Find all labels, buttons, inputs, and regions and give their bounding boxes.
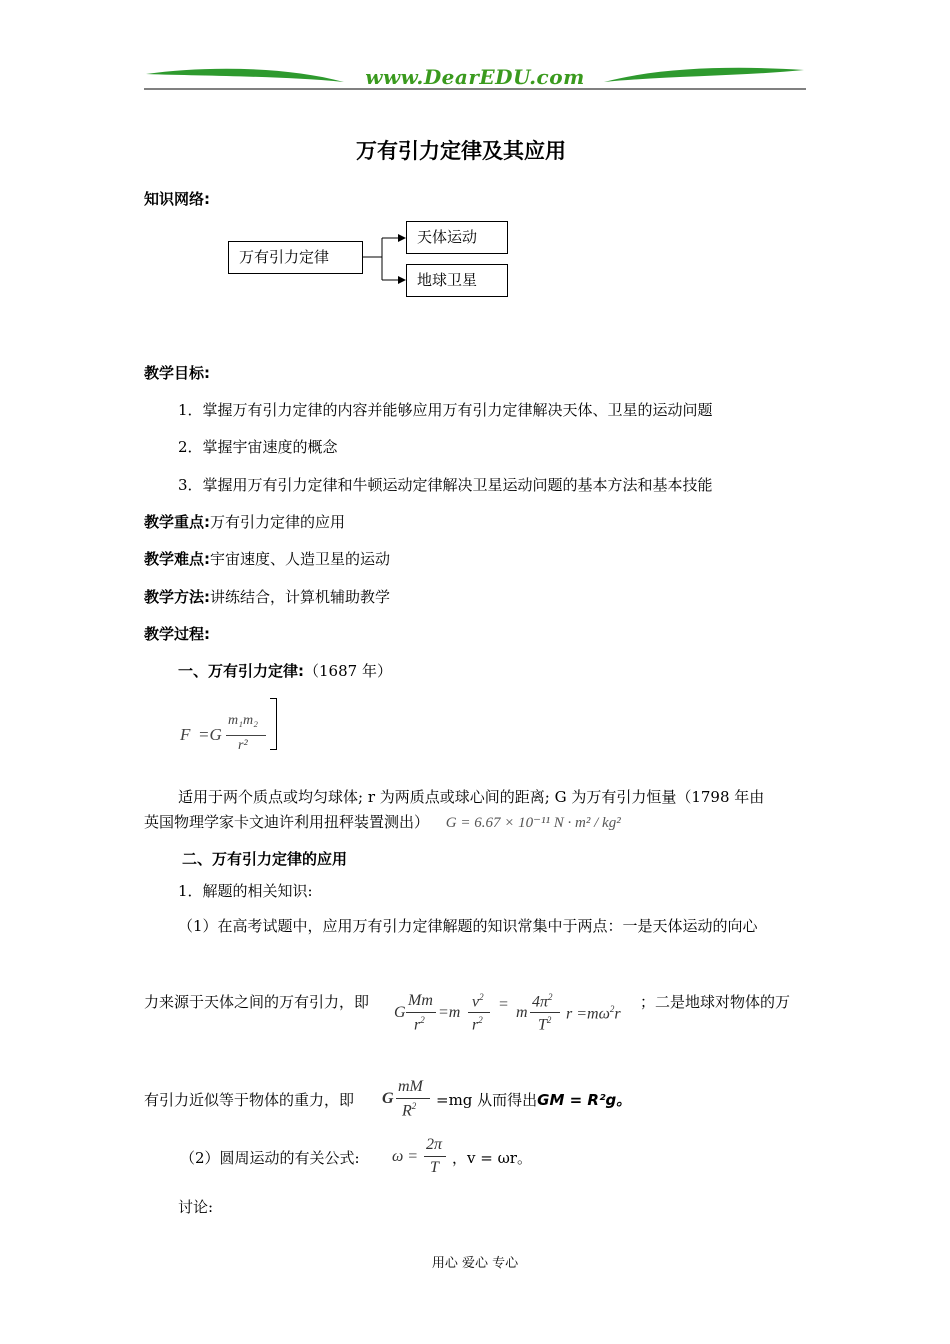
goal-item-1: 1．掌握万有引力定律的内容并能够应用万有引力定律解决天体、卫星的运动问题: [178, 401, 713, 419]
section2-sub1: 1．解题的相关知识:: [178, 882, 313, 900]
section2-p3-post: ，v = ωr。: [452, 1149, 532, 1167]
formula-numerator: m₁m₂: [228, 713, 258, 728]
section1-heading-row: [178, 661, 392, 681]
network-root-box: 万有引力定律: [228, 241, 363, 274]
key-points-value: 万有引力定律的应用: [210, 513, 346, 531]
difficulties-label: 教学难点:: [144, 550, 210, 568]
formula-lhs: F: [180, 725, 191, 744]
section1-heading: 一、万有引力定律:: [178, 662, 304, 680]
method-value: 讲练结合，计算机辅助教学: [210, 588, 391, 606]
page-title: 万有引力定律及其应用: [356, 139, 566, 163]
section1-para-line1: 适用于两个质点或均匀球体; r 为两质点或球心间的距离; G 为万有引力恒量（1798 年由: [178, 788, 765, 806]
section2-p2-mid: =mg 从而得出: [436, 1091, 538, 1109]
key-points-row: [144, 512, 345, 532]
section2-p2-post: [436, 1090, 631, 1110]
section1-year: （1687 年）: [304, 662, 392, 680]
section2-heading: 二、万有引力定律的应用: [182, 850, 348, 868]
section2-p1-line2-post: ；二是地球对物体的万: [640, 993, 791, 1011]
section2-p1-line2-pre: 力来源于天体之间的万有引力，即: [144, 993, 370, 1011]
section2-p2-result: GM = R²g。: [537, 1091, 632, 1109]
goal-item-2: 2．掌握宇宙速度的概念: [178, 438, 338, 456]
angular-velocity-equation: ω = 2π T: [392, 1136, 454, 1182]
circular-motion-equation: G Mm $r^2$ =m $v^2$ $r^2$ = m $4\pi^2$ $T^2$ $r =m\omega^2r$: [394, 992, 621, 1034]
difficulties-row: [144, 549, 390, 569]
section2-p3-pre: （2）圆周运动的有关公式:: [180, 1149, 360, 1167]
formula-eq: =G: [198, 725, 222, 744]
knowledge-network-label: 知识网络:: [144, 190, 210, 208]
gravitational-constant: G = 6.67 × 10⁻¹¹ N · m² / kg²: [445, 815, 621, 831]
discussion-label: 讨论:: [178, 1198, 214, 1216]
goals-label: 教学目标:: [144, 364, 210, 382]
section2-p2-pre: 有引力近似等于物体的重力，即: [144, 1091, 355, 1109]
section2-p1-line1: （1）在高考试题中，应用万有引力定律解题的知识常集中于两点：一是天体运动的向心: [178, 917, 758, 935]
network-branch-2-box: 地球卫星: [406, 264, 508, 297]
formula-bracket: [270, 698, 277, 750]
formula-fraction-bar: [226, 735, 266, 736]
formula-denominator: r²: [238, 738, 248, 753]
network-branch-1-box: 天体运动: [406, 221, 508, 254]
section1-para-line2-text: 英国物理学家卡文迪许利用扭秤装置测出）: [144, 813, 430, 831]
method-row: [144, 587, 390, 607]
header-site-name[interactable]: www.DearEDU.com: [365, 65, 585, 89]
goal-item-3: 3．掌握用万有引力定律和牛顿运动定律解决卫星运动问题的基本方法和基本技能: [178, 476, 713, 494]
difficulties-value: 宇宙速度、人造卫星的运动: [210, 550, 391, 568]
section1-para-line2: [144, 812, 621, 833]
method-label: 教学方法:: [144, 588, 210, 606]
process-label: 教学过程:: [144, 625, 210, 643]
page-footer: 用心 爱心 专心: [431, 1256, 519, 1271]
network-connector-lines: [362, 230, 408, 286]
gravity-weight-equation: G mM $R^2$: [382, 1078, 452, 1126]
key-points-label: 教学重点:: [144, 513, 210, 531]
header-banner: [144, 62, 806, 92]
